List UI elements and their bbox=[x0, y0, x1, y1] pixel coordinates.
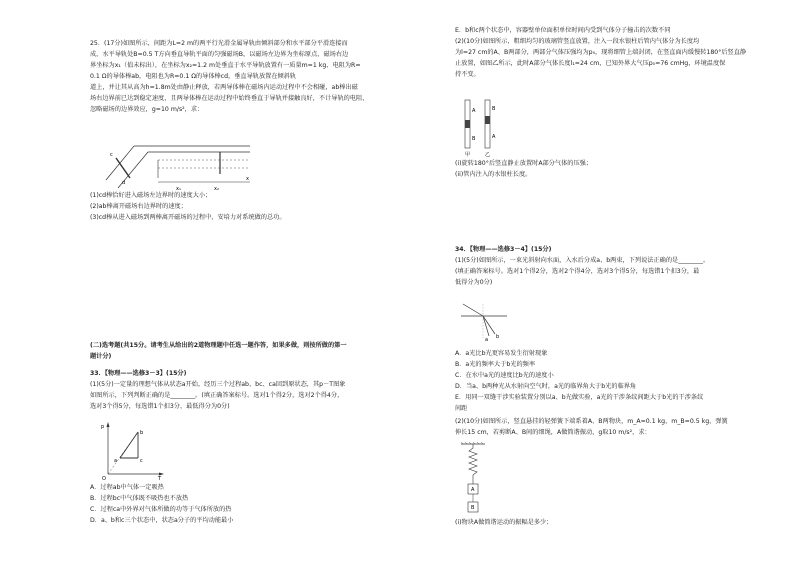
q34-option-b: B．a光的频率大于b光的频率 bbox=[455, 361, 536, 368]
q33-part2-subs bbox=[455, 158, 765, 180]
block-b-label: B bbox=[471, 505, 475, 511]
tubes-figure bbox=[459, 96, 519, 158]
q25-text bbox=[90, 38, 390, 115]
q33-line: 如图所示，下列判断正确的是________。(填正确答案标号。选对1个得2分，选对2个得4分， bbox=[90, 392, 344, 399]
q33-line: 选对3个得5分，每选错1个扣3分，最低得分为0分) bbox=[90, 403, 230, 410]
elective-line: 题计分) bbox=[90, 353, 112, 360]
q33-option-b: B．过程bc中气体既不吸热也不放热 bbox=[90, 495, 189, 502]
q33-sub-i: (i)旋转180°后竖直静止放置时A部分气体的压强； bbox=[455, 160, 593, 167]
elective-heading bbox=[90, 340, 390, 362]
rails-figure bbox=[100, 138, 260, 192]
q25-line: 道上，并让其从高为h=1.8m处由静止释放，若两导体棒在磁场内运动过程中不会相碰，ab棒出磁 bbox=[90, 84, 358, 91]
label-c: c bbox=[110, 152, 113, 158]
q25-subquestions bbox=[90, 190, 390, 223]
q34 bbox=[455, 244, 765, 288]
label-x2: x₂ bbox=[214, 186, 219, 192]
q25-sub: (1)cd棒恰好进入磁场左边界时的速度大小； bbox=[90, 192, 212, 199]
q33-part2-line: 止放置，如图乙所示，此时A部分气体长度l₁=24 cm，已知外界大气压p₀=76 cmHg，环境温度保 bbox=[455, 60, 726, 67]
block-a-label: A bbox=[471, 487, 475, 493]
q33 bbox=[90, 368, 390, 412]
refraction-figure bbox=[459, 300, 509, 342]
axis-t: T bbox=[158, 476, 162, 480]
spring-figure bbox=[459, 442, 489, 518]
pt-graph bbox=[98, 420, 168, 480]
tube1-label-b: B bbox=[472, 136, 476, 142]
q33-option-d: D．a、b和c三个状态中，状态a分子的平均动能最小 bbox=[90, 517, 234, 524]
q34-option-c: C．在水中a光的速度比b光的速度小 bbox=[455, 372, 554, 379]
q33-part2-line: (2)(10分)如图所示，粗细均匀的玻璃管竖直放置，注入一段水银柱后管内气体分为长度均 bbox=[455, 38, 700, 45]
point-b: b bbox=[140, 430, 144, 436]
tube1-label-a: A bbox=[472, 108, 476, 114]
q33-part2-line: 持不变。 bbox=[455, 71, 480, 78]
q34-option-d: D．当a、b两种光从水射向空气时，a光的临界角大于b光的临界角 bbox=[455, 383, 637, 390]
q25-line: 忽略磁场的边界效应，g=10 m/s²，求： bbox=[90, 106, 204, 113]
q34-option-e: E．用同一双缝干涉实验装置分别以a、b光做实验，a光的干涉条纹间距大于b光的干涉条纹 bbox=[455, 394, 704, 401]
label-x1: x₁ bbox=[176, 186, 181, 192]
label-x: x bbox=[246, 176, 249, 182]
point-c: c bbox=[140, 458, 143, 464]
q33-option-c: C．过程ca中外界对气体所做的功等于气体所放的热 bbox=[90, 506, 232, 513]
q25-line: 0.1 Ω的导体棒ab，电阻也为R=0.1 Ω的导体棒cd，垂直导轨放置在倾斜轨 bbox=[90, 73, 297, 80]
q34-option-e-cont: 间距 bbox=[455, 405, 468, 412]
q34-title: 34．【物理——选修3－4】(15分) bbox=[455, 246, 552, 253]
q34-part2-line: (2)(10分)如图所示，竖直悬挂的轻弹簧下端系着A、B两物块，m_A=0.1 kg，m_B=0.5 kg，弹簧 bbox=[455, 418, 728, 425]
tube2-label-a: A bbox=[492, 134, 496, 140]
q33-option-e: E．b和c两个状态中，容器壁单位面积单位时间内受到气体分子撞击的次数不同 bbox=[455, 27, 671, 34]
q25-line: 场右边界前已达到稳定速度，且两导体棒在运动过程中始终垂直于导轨并接触良好，不计导轨的电阻， bbox=[90, 95, 369, 102]
q34-option-a: A．a光比b光更容易发生衍射现象 bbox=[455, 350, 548, 357]
q34-part2-line: 伸长15 cm，若剪断A、B间的细绳，A做简谐振动，g取10 m/s²，求： bbox=[455, 429, 651, 436]
origin: O bbox=[102, 476, 106, 480]
q34-line: 低得分为0分) bbox=[455, 279, 493, 286]
q25-line: 成，水平导轨处B=0.5 T方向垂直导轨平面的匀强磁场B，以磁场左边界为坐标原点，磁场右边 bbox=[90, 51, 349, 58]
ray-b-label: b bbox=[496, 334, 500, 340]
q33-option-a: A．过程ab中气体一定吸热 bbox=[90, 484, 164, 491]
label-d: d bbox=[122, 180, 126, 186]
point-a: a bbox=[114, 458, 118, 464]
q25-line: 界坐标为x₁（值未标出），在坐标为x₂=1.2 m处垂直于水平导轨放置有一质量m=1 kg、电阻为R= bbox=[90, 62, 361, 69]
q25-sub: (2)ab棒离开磁场右边界时的速度； bbox=[90, 203, 187, 210]
q34-sub-i: (i)物块A做简谐运动的振幅是多少； bbox=[455, 519, 553, 526]
q34-part2 bbox=[455, 416, 765, 438]
caption-yi: 乙 bbox=[485, 152, 491, 158]
caption-jia: 甲 bbox=[465, 152, 471, 158]
q25-line: 25．(17分)如图所示，间距为L=2 m的两平行光滑金属导轨由倾斜部分和水平部分平滑连接而 bbox=[90, 40, 348, 47]
q33-sub-ii: (ii)管内注入的水银柱长度。 bbox=[455, 171, 532, 178]
q34-options bbox=[455, 348, 765, 414]
q33-part2-line: 为l=27 cm的A、B两部分，两部分气体压强均为p₀，现将细管上端封闭，在竖直面内缓慢转180°后竖直静 bbox=[455, 49, 747, 56]
tube2-label-b: B bbox=[492, 106, 496, 112]
q33-line: (1)(5分)一定量的理想气体从状态a开始，经历三个过程ab、bc、ca回到原状态，其p－T图象 bbox=[90, 381, 346, 388]
q34-line: (1)(5分)如图所示，一束光斜射向水面，入水后分成a、b两束，下列说法正确的是________。 bbox=[455, 257, 710, 264]
elective-line: (二)选考题(共15分。请考生从给出的2道物理题中任选一题作答，如果多做，则按所做的第一 bbox=[90, 342, 347, 349]
q33-options bbox=[90, 482, 390, 526]
q33-continued bbox=[455, 25, 765, 80]
q33-title: 33．【物理——选修3－3】(15分) bbox=[90, 370, 187, 377]
axis-p: p bbox=[101, 424, 105, 430]
q34-line: (填正确答案标号。选对1个得2分，选对2个得4分，选对3个得5分，每选错1个扣3分，最 bbox=[455, 268, 700, 275]
ray-a-label: a bbox=[485, 337, 489, 342]
q25-sub: (3)cd棒从进入磁场到两棒离开磁场的过程中，安培力对系统做的总功。 bbox=[90, 214, 286, 221]
